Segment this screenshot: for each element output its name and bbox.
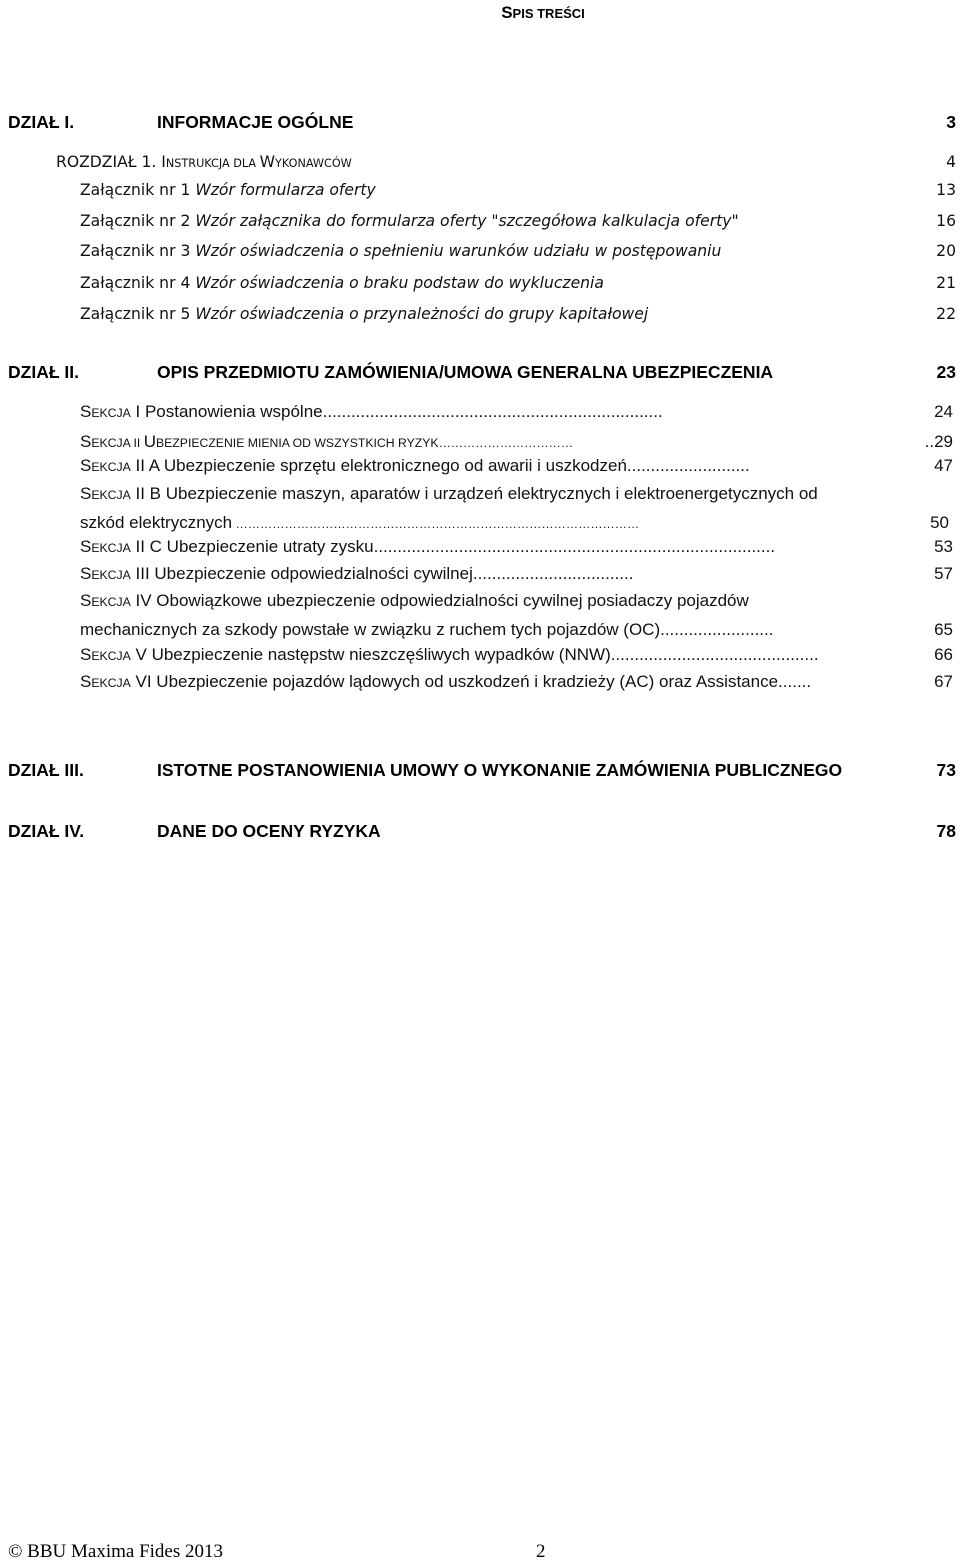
sekcja-label: S — [80, 402, 92, 421]
page-number: ..29 — [924, 432, 953, 451]
page-number: 66 — [934, 645, 953, 664]
dzial-label: DZIAŁ II. — [8, 362, 79, 382]
sekcja-title: I Postanowienia wspólne — [130, 402, 323, 421]
sekcja-title: II B Ubezpieczenie maszyn, aparatów i urządzeń elektrycznych i elektroenergetycznych od — [130, 484, 818, 503]
toc-zalacznik-5[interactable] — [80, 305, 956, 323]
toc-sekcja-6[interactable] — [80, 672, 953, 692]
page-number: 13 — [936, 181, 956, 199]
sekcja-title: szkód elektrycznych — [80, 513, 233, 532]
toc-zalacznik-1[interactable] — [80, 181, 956, 199]
footer-page-number: 2 — [536, 1541, 546, 1562]
toc-sekcja-3[interactable] — [80, 564, 953, 584]
zalacznik-prefix: Załącznik nr 2 — [80, 212, 196, 230]
dzial-title: ISTOTNE POSTANOWIENIA UMOWY O WYKONANIE ZAMÓWIENIA PUBLICZNEGO — [157, 760, 843, 780]
leader-dots: ..................................................................................... — [373, 537, 776, 556]
page-number: 57 — [934, 564, 953, 583]
toc-zalacznik-3[interactable] — [80, 242, 956, 260]
page-number: 53 — [934, 537, 953, 556]
dzial-label: DZIAŁ III. — [8, 760, 84, 780]
rozdzial-title-part: NSTRUKCJA DLA — [165, 157, 260, 170]
sekcja-label: EKCJA — [91, 649, 131, 663]
toc-sekcja-2a[interactable] — [80, 456, 953, 476]
footer-copyright: © BBU Maxima Fides 2013 — [8, 1541, 223, 1562]
sekcja-title: II A Ubezpieczenie sprzętu elektronicznego od awarii i uszkodzeń — [130, 456, 627, 475]
toc-sekcja-5[interactable] — [80, 645, 953, 665]
leader-dots: ............................................ — [610, 645, 819, 664]
sekcja-label: EKCJA — [91, 406, 131, 420]
rozdzial-title-part: W — [259, 153, 276, 171]
sekcja-title: V Ubezpieczenie następstw nieszczęśliwych wypadków (NNW) — [130, 645, 611, 664]
page-number: 21 — [936, 274, 956, 292]
sekcja-label: EKCJA — [91, 676, 131, 690]
sekcja-title: BEZPIECZENIE MIENIA OD WSZYSTKICH RYZYK — [155, 436, 439, 450]
leader-dots: ........................................................................ — [322, 402, 663, 421]
sekcja-label: EKCJA — [91, 488, 131, 502]
sekcja-line-2 — [80, 616, 953, 643]
sekcja-title: U — [143, 432, 156, 451]
sekcja-title: VI Ubezpieczenie pojazdów lądowych od uszkodzeń i kradzieży (AC) oraz Assistance — [130, 672, 779, 691]
sekcja-label: S — [80, 432, 92, 451]
rozdzial-label: ROZDZIAŁ 1. I — [56, 153, 166, 171]
toc-sekcja-2[interactable] — [80, 432, 953, 452]
dzial-title: OPIS PRZEDMIOTU ZAMÓWIENIA/UMOWA GENERALNA UBEZPIECZENIA — [157, 362, 774, 382]
sekcja-label: S — [80, 672, 92, 691]
sekcja-title: IV Obowiązkowe ubezpieczenie odpowiedzialności cywilnej posiadaczy pojazdów — [130, 591, 749, 610]
sekcja-title: II C Ubezpieczenie utraty zysku — [130, 537, 374, 556]
sekcja-label: S — [80, 564, 92, 583]
sekcja-line-1 — [80, 587, 953, 616]
zalacznik-title: Wzór oświadczenia o spełnieniu warunków udziału w postępowaniu — [195, 242, 722, 260]
sekcja-title: mechanicznych za szkody powstałe w związku z ruchem tych pojazdów (OC) — [80, 620, 661, 639]
page-number: 65 — [934, 620, 953, 639]
toc-sekcja-2c[interactable] — [80, 537, 953, 557]
page-number: 20 — [936, 242, 956, 260]
dzial-title: INFORMACJE OGÓLNE — [157, 112, 354, 132]
sekcja-label: S — [80, 591, 92, 610]
toc-rozdzial-1[interactable] — [56, 153, 956, 171]
dzial-label: DZIAŁ I. — [8, 112, 75, 132]
page-number: 22 — [936, 305, 956, 323]
zalacznik-prefix: Załącznik nr 4 — [80, 274, 196, 292]
sekcja-label: S — [80, 537, 92, 556]
dzial-title: DANE DO OCENY RYZYKA — [157, 821, 381, 841]
page-number: 50 — [930, 513, 949, 532]
zalacznik-title: Wzór oświadczenia o przynależności do grupy kapitałowej — [195, 305, 649, 323]
sekcja-label: EKCJA — [91, 541, 131, 555]
page-number: 24 — [934, 402, 953, 421]
rozdzial-title-part: YKONAWCÓW — [275, 157, 352, 170]
page-number: 4 — [946, 153, 956, 171]
sekcja-line-1 — [80, 480, 953, 509]
sekcja-label: EKCJA II — [91, 436, 144, 450]
sekcja-line-2 — [80, 509, 953, 538]
zalacznik-title: Wzór oświadczenia o braku podstaw do wykluczenia — [195, 274, 604, 292]
zalacznik-title: Wzór załącznika do formularza oferty "szczegółowa kalkulacja oferty" — [195, 212, 739, 230]
toc-sekcja-1[interactable] — [80, 402, 953, 422]
toc-zalacznik-2[interactable] — [80, 212, 956, 230]
page-title: SPIS TREŚCI — [501, 3, 585, 22]
zalacznik-prefix: Załącznik nr 1 — [80, 181, 196, 199]
toc-sekcja-4[interactable] — [80, 587, 953, 643]
sekcja-title: III Ubezpieczenie odpowiedzialności cywilnej — [130, 564, 473, 583]
page-number: 67 — [934, 672, 953, 691]
page-number: 78 — [936, 821, 956, 841]
page-number: 47 — [934, 456, 953, 475]
sekcja-label: EKCJA — [91, 568, 131, 582]
sekcja-label: S — [80, 456, 92, 475]
toc-zalacznik-4[interactable] — [80, 274, 956, 292]
page-number: 73 — [936, 760, 956, 780]
leader-dots: .................................. — [472, 564, 634, 583]
leader-dots: ........................ — [660, 620, 774, 639]
page-number: 16 — [936, 212, 956, 230]
page-number: 23 — [936, 362, 956, 382]
sekcja-label: S — [80, 484, 92, 503]
leader-dots: ....... — [778, 672, 812, 691]
zalacznik-prefix: Załącznik nr 5 — [80, 305, 196, 323]
leader-dots: …………………………… — [438, 436, 574, 450]
zalacznik-title: Wzór formularza oferty — [195, 181, 376, 199]
leader-dots: .......................... — [626, 456, 750, 475]
zalacznik-prefix: Załącznik nr 3 — [80, 242, 196, 260]
toc-sekcja-2b[interactable] — [80, 480, 953, 538]
leader-dots: ……………………………………………………………………………………… — [232, 517, 640, 531]
sekcja-label: EKCJA — [91, 460, 131, 474]
page-number: 3 — [946, 112, 956, 132]
dzial-label: DZIAŁ IV. — [8, 821, 85, 841]
sekcja-label: EKCJA — [91, 595, 131, 609]
sekcja-label: S — [80, 645, 92, 664]
